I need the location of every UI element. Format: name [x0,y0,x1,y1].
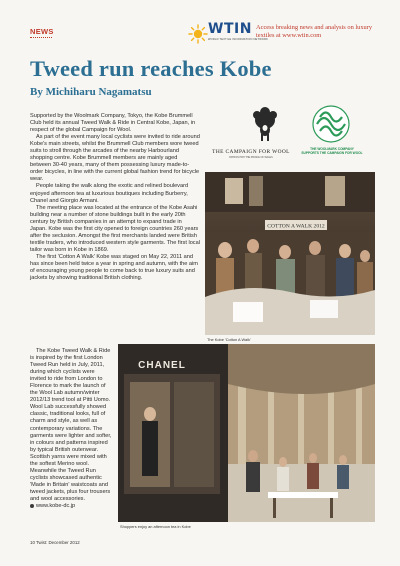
paragraph: The first 'Cotton A Walk' Kobe was staged on May 22, 2011 and has since been held twice a year in spring and autumn, with the aim of encouraging young people to come back to true luxury suits and jackets by showing traditional British clothing. [30,253,198,282]
woolmark-line-1: THE WOOLMARK COMPANY [310,147,354,151]
website-line [30,503,112,510]
bullet-icon [30,504,34,508]
article-body [30,113,200,282]
woolmark-line-2: SUPPORTS THE CAMPAIGN FOR WOOL [301,151,363,155]
photo-caption: Shoppers enjoy an afternoon tea in Kobe [120,524,191,529]
cotton-a-walk-photo [205,172,375,335]
wtin-tagline: Access breaking news and analysis on luxury textiles at www.wtin.com [256,24,373,40]
woolmark-globe-icon [311,104,351,144]
woolmark-caption [292,147,372,155]
wtin-logo-text: WTIN [208,21,252,37]
paragraph: The meeting place was located at the entrance of the Kobe Asahi building near a number of stone buildings built in the early 20th century by British companies in an attempt to expand trade in Japan. Kobe was the first city opened to foreign countries 260 years after the seclusion. Amongst the first merchants landed were British textile traders, who introduced western style garments. The first local tailor was born in Kobe in 1869. [30,204,200,253]
store-sign-text: CHANEL [138,360,186,371]
campaign-for-wool-sub: PATRON HRH THE PRINCE OF WALES [229,156,273,159]
paragraph: The Kobe Tweed Walk & Ride is inspired by the first London Tweed Run held in July, 2011, during which cyclists were invited to ride from London to Florence to mark the launch of the Wool Lab autumn/winter 2012/13 trend tool at Pitti Uomo. Wool Lab successfully showed classic, traditional looks, full of charm and style, as well as contemporary variations. The garments were lighter and softer, in colours and patterns inspired by typical British outerwear. Scottish yarns were mixed with the softest Merino wool. Meanwhile the Tweed Run cyclists showcased authentic 'Made in Britain' waistcoats and tweed jackets, plus four trousers and wool accessories. [30,348,112,502]
wtin-logo-subtext: WORLD TEXTILE INFORMATION NETWORK [208,38,269,41]
chanel-street-photo [118,344,375,522]
photo-caption: The Kobe 'Cotton A Walk' [207,337,251,342]
paragraph: Supported by the Woolmark Company, Tokyo, the Kobe Brummell Club held its annual Tweed Walk & Ride in Central Kobe, Japan, in respect of the global Campaign for Wool. [30,113,196,134]
website-link[interactable]: www.kobe-dc.jp [36,503,76,510]
article-body-narrow [30,348,112,510]
photo-sign-text: COTTON A WALK 2012 [267,223,325,230]
paragraph: People taking the walk along the exotic and relined boulevard enjoyed afternoon tea at luxurious boutiques including Burberry, Chanel and Giorgio Armani. [30,183,189,204]
section-label: NEWS [30,27,54,36]
section-rule [30,37,52,38]
campaign-for-wool-name: THE CAMPAIGN FOR WOOL [212,149,290,155]
page-footer: 10 Twist: December 2012 [30,540,80,545]
article-byline: By Michiharu Nagamatsu [30,86,152,98]
paragraph: As part of the event many local cyclists were invited to ride around Kobe's main streets, whilst the Brummell Club members wore tweed suits to stroll through the arcades of the nearby Harbourland shopping centre. Kobe Brummell members are mainly aged between 30-40 years, many of them possessing luxury made-to-order bicycles, in line with the current global fashion trend for bicycle wear. [30,134,200,183]
article-title: Tweed run reaches Kobe [30,56,272,81]
sheep-logo-icon [250,106,280,142]
